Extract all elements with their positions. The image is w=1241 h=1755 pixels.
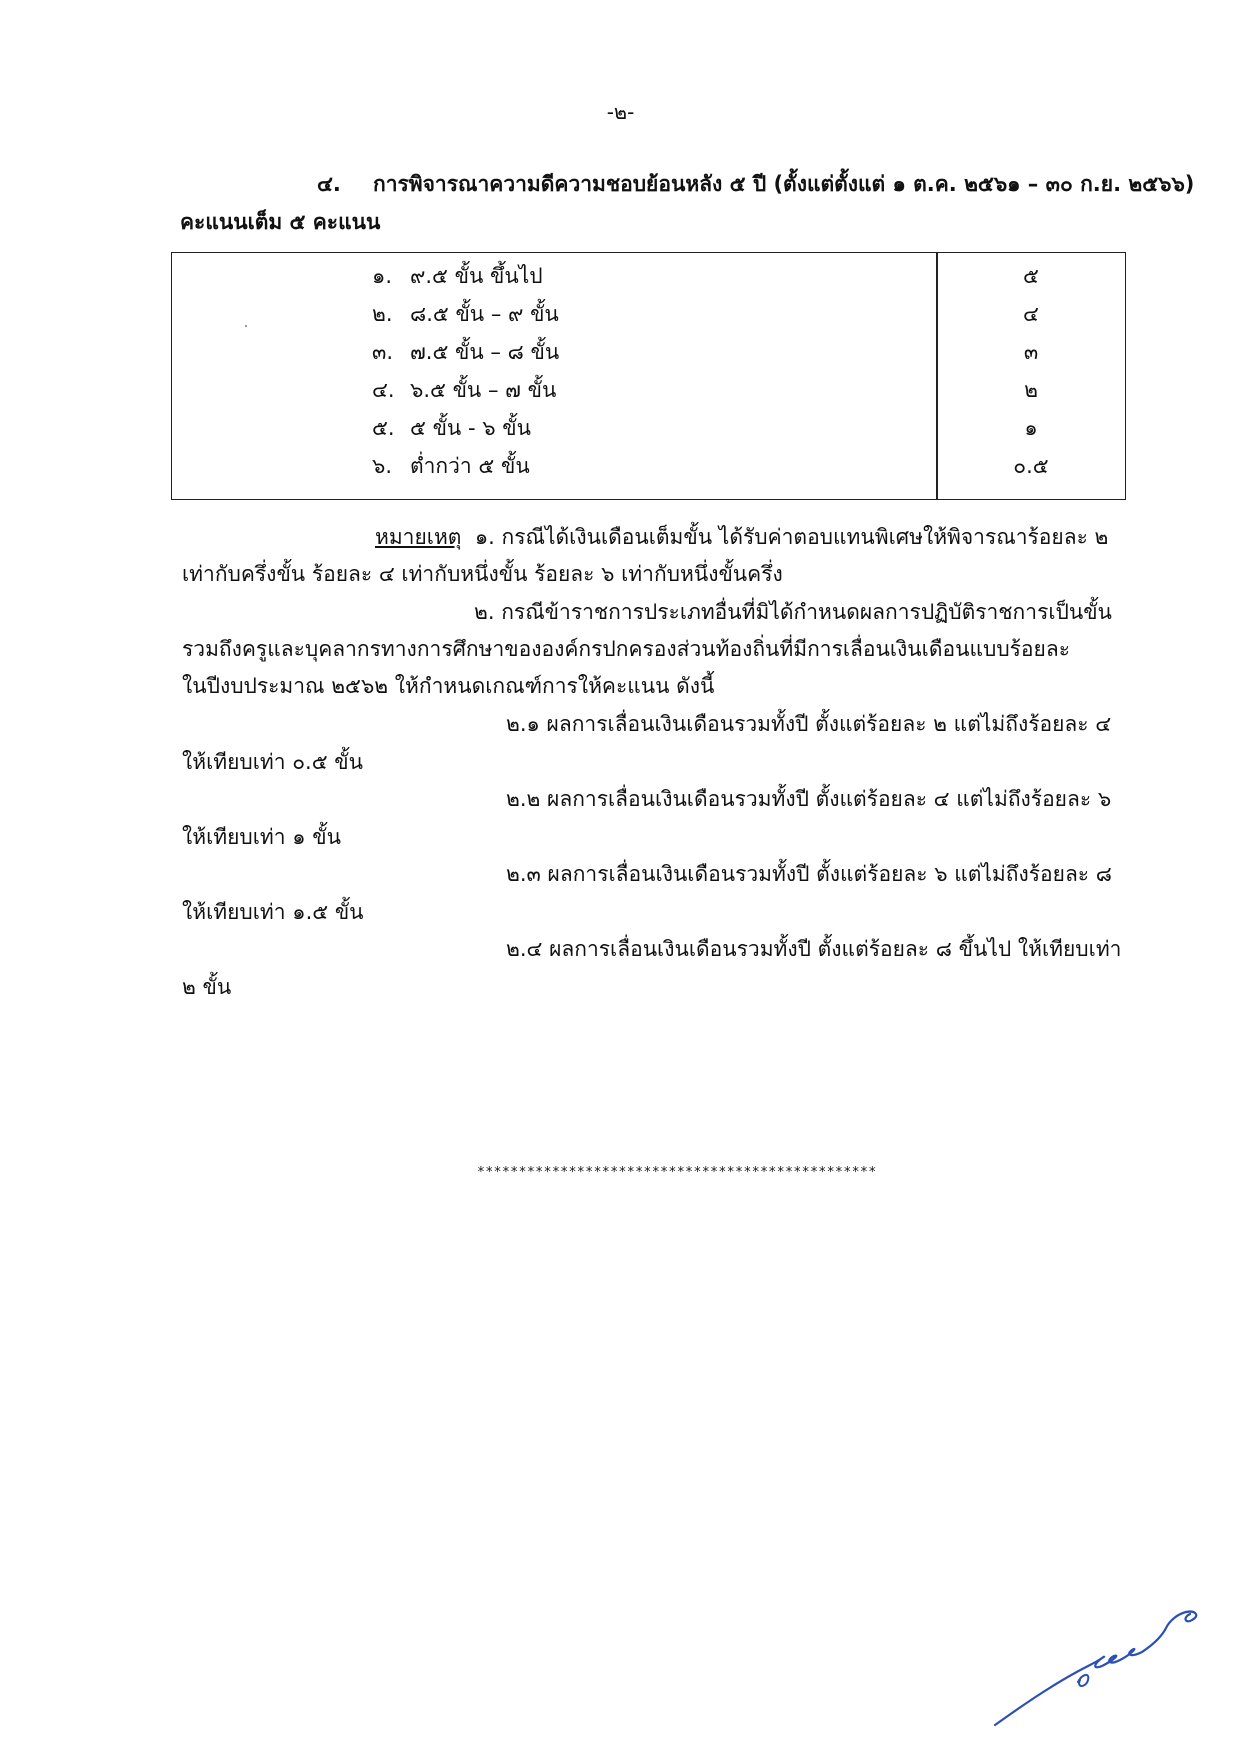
table-row: [172, 447, 1125, 485]
section-number: ๔.: [317, 172, 341, 196]
row-description: ๗.๕ ขั้น – ๘ ขั้น: [410, 340, 560, 364]
row-score: ๐.๕: [1013, 454, 1049, 478]
remark-note2-line3: ในปีงบประมาณ ๒๕๖๒ ให้กำหนดเกณฑ์การให้คะแนน ดังนี้: [182, 674, 715, 698]
table-row: [172, 257, 1125, 295]
table-row: [172, 295, 1125, 333]
row-score: ๒: [1024, 378, 1038, 402]
sub-criterion-line: ๒.๒ ผลการเลื่อนเงินเดือนรวมทั้งปี ตั้งแต่ร้อยละ ๔ แต่ไม่ถึงร้อยละ ๖: [506, 787, 1112, 811]
table-row: [172, 409, 1125, 447]
row-index: ๒.: [372, 302, 393, 326]
handwritten-signature: [990, 1570, 1220, 1730]
remark-note2-line2: รวมถึงครูและบุคลากรทางการศึกษาขององค์กรปกครองส่วนท้องถิ่นที่มีการเลื่อนเงินเดือนแบบร้อยละ: [182, 637, 1070, 661]
page-number: -๒-: [606, 100, 635, 124]
row-score: ๔: [1023, 302, 1039, 326]
row-description: ๘.๕ ขั้น – ๙ ขั้น: [410, 302, 559, 326]
row-description: ๖.๕ ขั้น – ๗ ขั้น: [410, 378, 557, 402]
row-description: ต่ำกว่า ๕ ขั้น: [410, 454, 530, 478]
sub-criterion-equivalent: ให้เทียบเท่า ๑ ขั้น: [182, 825, 341, 849]
score-table: [171, 252, 1126, 500]
stray-dot: [245, 325, 247, 327]
row-description: ๕ ขั้น - ๖ ขั้น: [410, 416, 531, 440]
table-row: [172, 371, 1125, 409]
row-index: ๑.: [372, 264, 393, 288]
row-score: ๓: [1023, 340, 1039, 364]
remark-note1-text: ๑. กรณีได้เงินเดือนเต็มขั้น ได้รับค่าตอบแทนพิเศษให้พิจารณาร้อยละ ๒: [474, 525, 1109, 549]
remark-note2-line1: ๒. กรณีข้าราชการประเภทอื่นที่มิได้กำหนดผลการปฏิบัติราชการเป็นขั้น: [474, 600, 1112, 624]
row-index: ๔.: [372, 378, 395, 402]
row-index: ๖.: [372, 454, 393, 478]
row-index: ๕.: [372, 416, 395, 440]
sub-criterion-line: ๒.๓ ผลการเลื่อนเงินเดือนรวมทั้งปี ตั้งแต่ร้อยละ ๖ แต่ไม่ถึงร้อยละ ๘: [506, 862, 1112, 886]
sub-criterion-line: ๒.๔ ผลการเลื่อนเงินเดือนรวมทั้งปี ตั้งแต่ร้อยละ ๘ ขึ้นไป ให้เทียบเท่า: [506, 937, 1122, 961]
sub-criterion-equivalent: ๒ ขั้น: [182, 975, 232, 999]
row-index: ๓.: [372, 340, 394, 364]
table-row: [172, 333, 1125, 371]
section-title: การพิจารณาความดีความชอบย้อนหลัง ๕ ปี (ตั้งแต่ตั้งแต่ ๑ ต.ค. ๒๕๖๑ – ๓๐ ก.ย. ๒๕๖๖): [373, 172, 1195, 196]
remark-label: หมายเหตุ: [375, 525, 462, 549]
sub-criterion-equivalent: ให้เทียบเท่า ๑.๕ ขั้น: [182, 900, 364, 924]
remark-note1-line2: เท่ากับครึ่งขั้น ร้อยละ ๔ เท่ากับหนึ่งขั้น ร้อยละ ๖ เท่ากับหนึ่งขั้นครึ่ง: [182, 562, 783, 586]
sub-criterion-line: ๒.๑ ผลการเลื่อนเงินเดือนรวมทั้งปี ตั้งแต่ร้อยละ ๒ แต่ไม่ถึงร้อยละ ๔: [506, 712, 1112, 736]
row-score: ๑: [1024, 416, 1038, 440]
remark-note1-line1: [375, 523, 1108, 551]
full-score-label: คะแนนเต็ม ๕ คะแนน: [180, 210, 381, 234]
row-score: ๕: [1023, 264, 1039, 288]
sub-criterion-equivalent: ให้เทียบเท่า ๐.๕ ขั้น: [182, 750, 364, 774]
row-description: ๙.๕ ขั้น ขึ้นไป: [410, 264, 543, 288]
section-heading: [317, 170, 1194, 198]
end-of-document-marker: ************************************************: [477, 1165, 877, 1180]
